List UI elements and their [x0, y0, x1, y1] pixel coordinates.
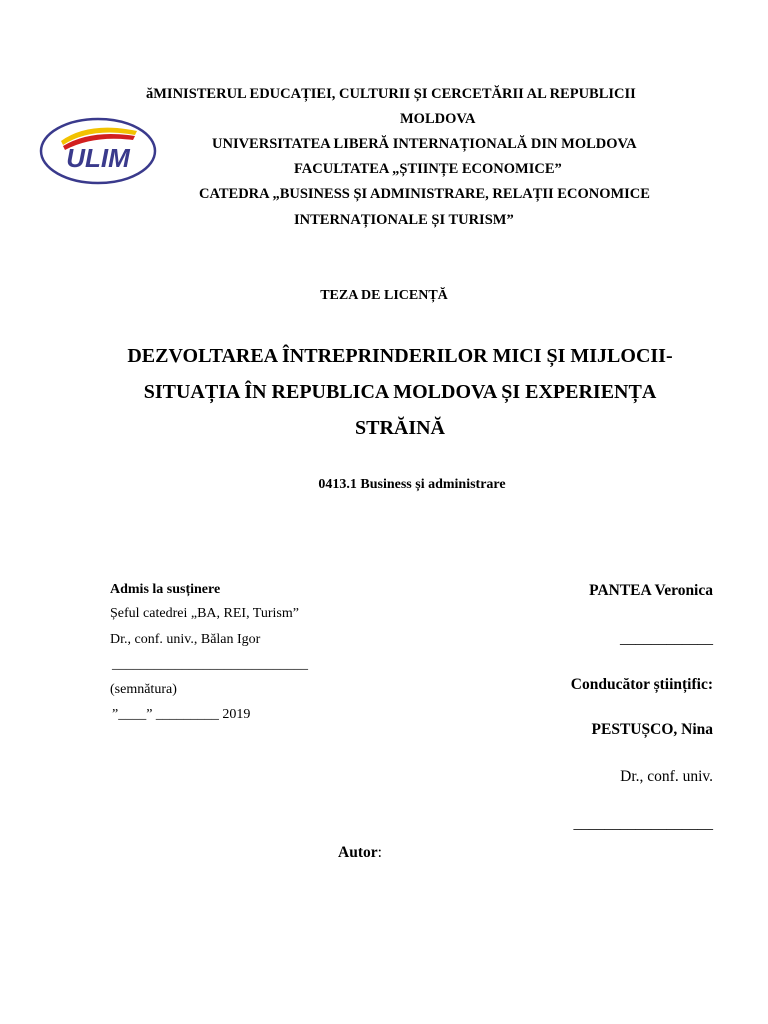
- author-signature-line: ____________: [620, 630, 713, 647]
- thesis-title-line-1: DEZVOLTAREA ÎNTREPRINDERILOR MICI ȘI MIJLOCII-: [127, 345, 673, 367]
- department-line-2: INTERNAȚIONALE ȘI TURISM”: [294, 212, 514, 228]
- signature-line: ____________________________: [112, 657, 308, 672]
- head-of-department: Șeful catedrei „BA, REI, Turism”: [110, 606, 299, 621]
- logo-text: ULIM: [66, 143, 130, 173]
- faculty-name: FACULTATEA „ȘTIINȚE ECONOMICE”: [294, 161, 562, 177]
- thesis-title-line-2: SITUAȚIA ÎN REPUBLICA MOLDOVA ȘI EXPERIENȚA: [143, 381, 657, 403]
- ministry-line: ăMINISTERUL EDUCAȚIEI, CULTURII ȘI CERCETĂRII AL REPUBLICII: [146, 86, 636, 102]
- thesis-type: TEZA DE LICENȚĂ: [320, 288, 448, 303]
- specialty-code: 0413.1 Business și administrare: [318, 477, 506, 492]
- admission-label: Admis la susținere: [110, 582, 221, 597]
- ulim-logo-icon: [39, 117, 157, 185]
- signature-label: (semnătura): [110, 682, 177, 697]
- thesis-title: [100, 338, 700, 446]
- admission-date: ”____” _________ 2019: [112, 707, 251, 722]
- author-label: [338, 844, 382, 862]
- supervisor-title: Dr., conf. univ.: [620, 768, 713, 785]
- head-name: Dr., conf. univ., Bălan Igor: [110, 632, 261, 647]
- university-name: UNIVERSITATEA LIBERĂ INTERNAȚIONALĂ DIN MOLDOVA: [212, 136, 637, 152]
- author-name: PANTEA Veronica: [589, 582, 713, 599]
- thesis-title-line-3: STRĂINĂ: [354, 417, 446, 439]
- university-logo: [39, 117, 157, 185]
- author-label-text: Autor: [338, 844, 378, 861]
- ministry-line-2: MOLDOVA: [400, 111, 476, 127]
- supervisor-signature-line: __________________: [573, 815, 713, 832]
- supervisor-label: Conducător științific:: [570, 676, 713, 693]
- supervisor-name: PESTUȘCO, Nina: [591, 721, 713, 738]
- department-line: CATEDRA „BUSINESS ȘI ADMINISTRARE, RELAȚII ECONOMICE: [199, 186, 650, 202]
- author-label-colon: :: [377, 844, 382, 861]
